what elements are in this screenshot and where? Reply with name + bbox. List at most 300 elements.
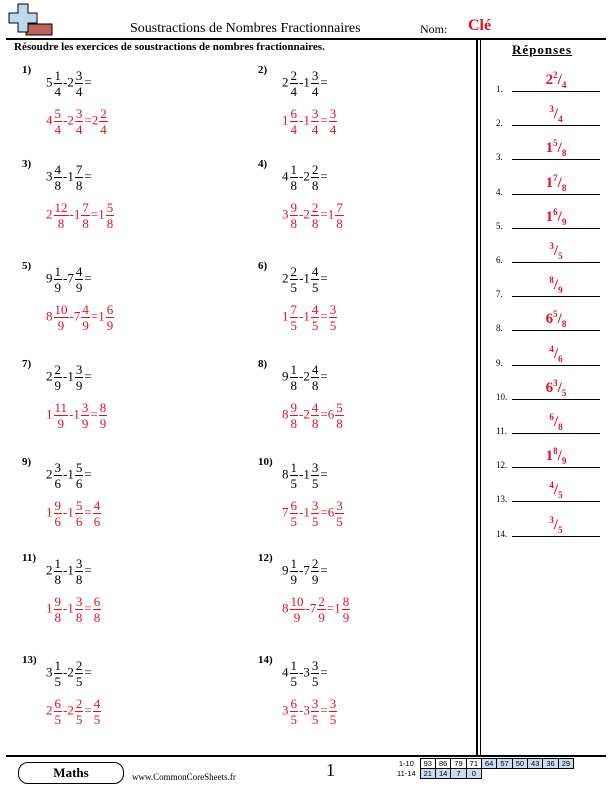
answer-row: [490, 444, 600, 472]
score-row-label: 11-14: [397, 769, 416, 778]
header: [0, 0, 612, 38]
minus-sign: -: [305, 600, 310, 616]
problem-number: 7): [22, 358, 32, 370]
problem-solution: [282, 400, 345, 431]
fraction: [54, 460, 63, 491]
equals-sign: =: [320, 74, 328, 90]
problem-question: [282, 362, 328, 393]
answer-value: $6^3/_5$: [545, 377, 567, 398]
minus-sign: -: [63, 702, 68, 718]
denominator: 9: [57, 318, 65, 333]
score-cell: 86: [435, 759, 450, 769]
whole-number: 2: [46, 702, 53, 718]
denominator: 5: [290, 318, 297, 333]
fraction: [335, 498, 344, 529]
numerator: 1: [54, 556, 61, 571]
fraction: [75, 658, 84, 689]
denominator: 5: [311, 280, 319, 295]
denominator: 8: [106, 216, 114, 231]
answer-line: [512, 399, 600, 400]
whole-number: 1: [67, 504, 74, 520]
whole-number: 1: [46, 600, 53, 616]
whole-number: 1: [303, 112, 310, 128]
fraction: [311, 400, 320, 431]
fraction: [311, 162, 320, 193]
numerator: 7: [75, 162, 83, 177]
denominator: 8: [57, 216, 65, 231]
denominator: 6: [54, 514, 61, 529]
equals-sign: =: [320, 206, 328, 222]
fraction: [311, 498, 320, 529]
equals-sign: =: [320, 308, 328, 324]
answer-whole: 1: [545, 448, 554, 465]
answer-denominator: 6: [558, 353, 563, 364]
denominator: 4: [290, 84, 297, 99]
denominator: 4: [329, 122, 337, 137]
answer-row: [490, 171, 600, 199]
minus-sign: -: [299, 74, 304, 90]
minus-sign: -: [69, 308, 74, 324]
answer-line: [512, 159, 600, 160]
denominator: 4: [75, 122, 83, 137]
whole-number: 2: [67, 664, 74, 680]
fraction: [290, 498, 299, 529]
denominator: 5: [290, 280, 297, 295]
numerator: 4: [311, 362, 319, 377]
numerator: 4: [311, 264, 319, 279]
answer-line: [512, 262, 600, 263]
whole-number: 8: [46, 308, 53, 324]
fraction: [75, 696, 84, 727]
score-cell: 43: [528, 759, 543, 769]
whole-number: 1: [327, 206, 335, 222]
answer-numerator: 6: [553, 206, 558, 217]
problem: [258, 654, 478, 744]
fraction: [81, 400, 90, 431]
numerator: 2: [290, 264, 297, 279]
equals-sign: =: [84, 74, 92, 90]
minus-sign: -: [299, 504, 304, 520]
fraction: [342, 594, 351, 625]
fraction: [290, 362, 299, 393]
answer-numerator: 7: [553, 172, 558, 183]
denominator: 9: [54, 280, 61, 295]
denominator: 4: [311, 84, 319, 99]
problem-solution: [46, 498, 102, 529]
answer-row: [490, 307, 600, 335]
answer-line: [512, 296, 600, 297]
equals-sign: =: [84, 562, 92, 578]
numerator: 2: [75, 696, 83, 711]
answer-whole: 6: [545, 379, 554, 396]
denominator: 8: [290, 416, 297, 431]
score-cell: 79: [451, 759, 466, 769]
whole-number: 3: [282, 206, 289, 222]
denominator: 5: [290, 476, 297, 491]
fraction: [290, 594, 305, 625]
fraction: [54, 106, 63, 137]
numerator: 3: [311, 696, 319, 711]
score-cell: 93: [420, 759, 435, 769]
whole-number: 7: [303, 562, 310, 578]
header-divider: [6, 38, 606, 40]
answer-denominator: 4: [558, 114, 563, 125]
whole-number: 1: [303, 504, 310, 520]
equals-sign: =: [326, 600, 335, 616]
whole-number: 7: [73, 308, 81, 324]
problem: [22, 260, 242, 350]
denominator: 5: [311, 514, 319, 529]
fraction: [290, 162, 299, 193]
minus-sign: -: [63, 466, 68, 482]
numerator: 3: [75, 362, 83, 377]
fraction: [54, 400, 69, 431]
numerator: 3: [81, 400, 89, 415]
answer-number: 8.: [496, 323, 503, 334]
score-cell: 21: [420, 769, 435, 779]
denominator: 4: [54, 122, 61, 137]
fraction: [311, 106, 320, 137]
fraction: [54, 498, 63, 529]
equals-sign: =: [84, 466, 92, 482]
answer-number: 4.: [496, 186, 503, 197]
answer-value: $^3/_5$: [549, 514, 563, 535]
minus-sign: -: [299, 562, 304, 578]
equals-sign: =: [84, 270, 92, 286]
numerator: 9: [290, 400, 297, 415]
answer-line: [512, 125, 600, 126]
answer-number: 10.: [496, 391, 508, 402]
numerator: 1: [290, 362, 297, 377]
minus-sign: -: [63, 562, 68, 578]
whole-number: 1: [303, 466, 310, 482]
equals-sign: =: [320, 702, 328, 718]
numerator: 3: [329, 302, 337, 317]
whole-number: 2: [282, 74, 289, 90]
fraction: [290, 460, 299, 491]
problem-solution: [46, 302, 115, 333]
fraction: [290, 302, 299, 333]
problem-question: [46, 460, 92, 491]
answer-denominator: 5: [558, 490, 563, 501]
answer-line: [512, 467, 600, 468]
footer-divider: [6, 755, 606, 757]
answer-row: [490, 68, 600, 96]
problem-number: 5): [22, 260, 32, 272]
numerator: 12: [54, 200, 68, 215]
equals-sign: =: [84, 504, 92, 520]
whole-number: 1: [67, 466, 74, 482]
numerator: 1: [290, 460, 297, 475]
numerator: 4: [93, 498, 101, 513]
minus-sign: -: [69, 206, 74, 222]
minus-sign: -: [63, 368, 68, 384]
fraction: [93, 696, 102, 727]
fraction: [54, 68, 63, 99]
equals-sign: =: [320, 664, 328, 680]
problem-question: [282, 556, 328, 587]
numerator: 9: [290, 200, 297, 215]
minus-sign: -: [299, 368, 304, 384]
answer-denominator: 5: [561, 387, 567, 398]
denominator: 9: [318, 610, 325, 625]
answer-numerator: 8: [553, 446, 558, 457]
answer-number: 2.: [496, 118, 503, 129]
answer-key-label: Clé: [468, 17, 492, 34]
minus-sign: -: [63, 112, 68, 128]
equals-sign: =: [90, 206, 99, 222]
minus-sign: -: [299, 168, 304, 184]
denominator: 5: [75, 674, 83, 689]
problem: [22, 158, 242, 248]
answer-number: 5.: [496, 220, 503, 231]
fraction: [99, 106, 108, 137]
fraction: [81, 200, 90, 231]
whole-number: 1: [67, 368, 74, 384]
fraction: [290, 696, 299, 727]
answer-denominator: 9: [561, 216, 567, 227]
problem-solution: [46, 200, 115, 231]
numerator: 2: [75, 658, 83, 673]
numerator: 3: [75, 106, 83, 121]
problem-question: [282, 264, 328, 295]
column-divider-inner: [480, 38, 481, 756]
score-cell: 14: [435, 769, 450, 779]
fraction: [290, 556, 299, 587]
denominator: 8: [336, 416, 343, 431]
minus-sign: -: [299, 406, 304, 422]
whole-number: 2: [91, 112, 99, 128]
denominator: 8: [54, 572, 61, 587]
whole-number: 1: [98, 308, 105, 324]
answer-numerator: 3: [549, 514, 554, 525]
fraction: [54, 302, 69, 333]
denominator: 9: [54, 378, 61, 393]
denominator: 9: [290, 572, 297, 587]
numerator: 5: [54, 106, 61, 121]
problem-number: 9): [22, 456, 32, 468]
numerator: 10: [290, 594, 304, 609]
denominator: 9: [99, 416, 107, 431]
problem: [22, 64, 242, 154]
numerator: 8: [342, 594, 350, 609]
minus-sign: -: [299, 206, 304, 222]
numerator: 3: [75, 594, 83, 609]
denominator: 8: [311, 178, 319, 193]
numerator: 3: [311, 498, 319, 513]
answer-number: 14.: [496, 528, 508, 539]
answers-heading: Réponses: [512, 42, 573, 57]
problem-number: 12): [258, 552, 273, 564]
denominator: 5: [290, 712, 297, 727]
numerator: 1: [54, 68, 61, 83]
numerator: 6: [54, 696, 61, 711]
denominator: 8: [336, 216, 343, 231]
whole-number: 3: [46, 168, 53, 184]
fraction: [75, 594, 84, 625]
problem-number: 2): [258, 64, 268, 76]
fraction: [311, 68, 320, 99]
answer-row: [490, 342, 600, 370]
whole-number: 1: [303, 74, 310, 90]
equals-sign: =: [320, 368, 328, 384]
denominator: 9: [311, 572, 319, 587]
whole-number: 2: [303, 406, 310, 422]
answer-value: $^3/_5$: [549, 241, 563, 261]
numerator: 7: [336, 200, 343, 215]
score-table: [394, 758, 574, 779]
whole-number: 4: [282, 664, 289, 680]
answer-number: 7.: [496, 289, 503, 300]
subject-badge: Maths: [18, 762, 124, 784]
answer-row: [490, 102, 600, 130]
denominator: 5: [93, 712, 101, 727]
denominator: 5: [329, 712, 337, 727]
answer-row: [490, 205, 600, 233]
answer-value: $2^2/_4$: [545, 70, 567, 90]
equals-sign: =: [320, 562, 328, 578]
answer-value: $1^7/_8$: [545, 172, 567, 193]
answer-row: [490, 136, 600, 164]
minus-sign: -: [299, 270, 304, 286]
fraction: [54, 362, 63, 393]
whole-number: 3: [303, 664, 310, 680]
answer-value: $^4/_5$: [549, 480, 563, 501]
numerator: 3: [311, 460, 319, 475]
numerator: 11: [54, 400, 68, 415]
denominator: 4: [290, 122, 297, 137]
numerator: 2: [318, 594, 325, 609]
answer-numerator: 2: [553, 70, 558, 80]
equals-sign: =: [84, 664, 92, 680]
whole-number: 8: [282, 406, 289, 422]
answer-line: [512, 433, 600, 434]
equals-sign: =: [320, 112, 328, 128]
whole-number: 9: [282, 368, 289, 384]
answer-denominator: 8: [561, 319, 567, 330]
denominator: 9: [106, 318, 114, 333]
denominator: 5: [54, 674, 61, 689]
fraction: [335, 200, 344, 231]
problem-question: [46, 658, 92, 689]
denominator: 5: [311, 674, 319, 689]
whole-number: 2: [67, 112, 74, 128]
numerator: 1: [54, 658, 61, 673]
equals-sign: =: [320, 270, 328, 286]
answer-numerator: 3: [553, 377, 558, 388]
denominator: 8: [75, 610, 83, 625]
equals-sign: =: [90, 406, 98, 422]
fraction: [75, 264, 84, 295]
problem-question: [46, 162, 92, 193]
problem-question: [46, 556, 92, 587]
fraction: [75, 498, 84, 529]
fraction: [290, 106, 299, 137]
answer-value: $^4/_6$: [549, 343, 563, 364]
equals-sign: =: [320, 406, 328, 422]
problem-question: [282, 658, 328, 689]
answer-value: $1^6/_9$: [545, 206, 567, 227]
fraction: [311, 658, 320, 689]
problem-question: [46, 68, 92, 99]
equals-sign: =: [90, 308, 99, 324]
answer-value: $6^5/_8$: [545, 309, 567, 330]
answer-denominator: 8: [561, 182, 567, 193]
denominator: 5: [75, 712, 83, 727]
fraction: [75, 106, 84, 137]
minus-sign: -: [299, 308, 304, 324]
score-row-label: 1-10: [398, 759, 414, 768]
answer-whole: 1: [545, 140, 554, 157]
numerator: 2: [100, 106, 107, 121]
problem: [22, 552, 242, 642]
numerator: 2: [290, 68, 297, 83]
minus-sign: -: [299, 702, 304, 718]
answer-denominator: 5: [558, 251, 563, 261]
score-cell: 71: [466, 759, 481, 769]
fraction: [311, 200, 320, 231]
whole-number: 7: [282, 504, 289, 520]
answer-denominator: 9: [561, 456, 567, 467]
fraction: [54, 696, 63, 727]
numerator: 5: [336, 400, 343, 415]
problem: [258, 358, 478, 448]
minus-sign: -: [63, 664, 68, 680]
whole-number: 1: [67, 562, 74, 578]
numerator: 4: [311, 400, 319, 415]
numerator: 10: [54, 302, 68, 317]
denominator: 5: [311, 476, 319, 491]
answer-whole: 6: [545, 311, 554, 328]
problem: [258, 158, 478, 248]
answer-value: $1^8/_9$: [545, 446, 567, 467]
fraction: [290, 200, 299, 231]
denominator: 6: [75, 514, 83, 529]
equals-sign: =: [84, 112, 92, 128]
answer-whole: 2: [545, 72, 554, 88]
fraction: [75, 162, 84, 193]
page-title: Soustractions de Nombres Fractionnaires: [130, 21, 361, 36]
problem-question: [46, 362, 92, 393]
answer-whole: 1: [545, 174, 554, 191]
numerator: 6: [106, 302, 114, 317]
answer-number: 3.: [496, 152, 503, 163]
numerator: 6: [93, 594, 101, 609]
score-cell: 57: [497, 759, 512, 769]
fraction: [329, 302, 338, 333]
denominator: 4: [75, 84, 83, 99]
fraction: [81, 302, 90, 333]
fraction: [75, 362, 84, 393]
denominator: 6: [54, 476, 61, 491]
numerator: 2: [311, 162, 319, 177]
denominator: 6: [75, 476, 83, 491]
numerator: 8: [99, 400, 107, 415]
equals-sign: =: [320, 466, 328, 482]
numerator: 3: [311, 68, 319, 83]
problem: [22, 654, 242, 744]
whole-number: 6: [327, 406, 335, 422]
problem-number: 1): [22, 64, 32, 76]
answer-numerator: 6: [549, 412, 554, 422]
denominator: 8: [290, 216, 297, 231]
fraction: [75, 556, 84, 587]
fraction: [54, 658, 63, 689]
numerator: 5: [75, 460, 83, 475]
denominator: 4: [100, 122, 107, 137]
whole-number: 1: [334, 600, 341, 616]
whole-number: 5: [46, 74, 53, 90]
